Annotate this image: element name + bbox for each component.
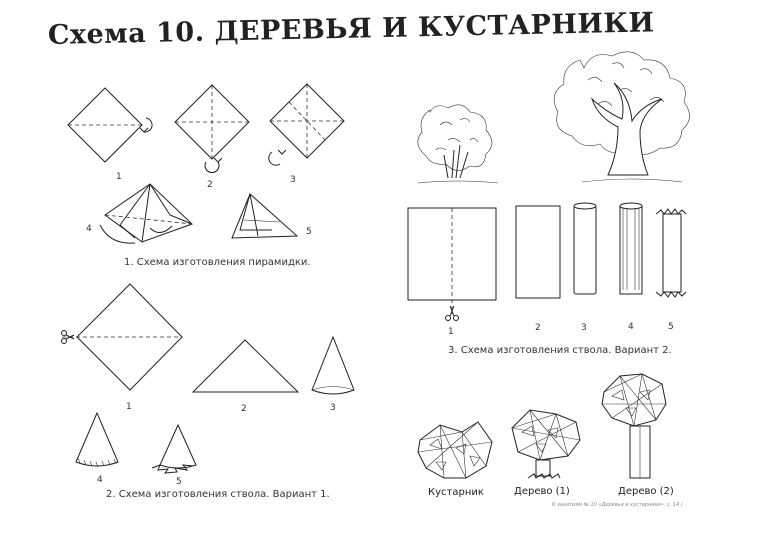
pyramid-step-5-diagram [232, 194, 297, 238]
bush-drawing [418, 105, 498, 183]
trunk-v2-caption: 3. Схема изготовления ствола. Вариант 2. [448, 345, 672, 356]
oak-tree-drawing [554, 52, 689, 182]
trunk-v1-step-number: 5 [176, 477, 182, 487]
trunk-v1-caption: 2. Схема изготовления ствола. Вариант 1. [106, 489, 330, 500]
pyramid-step-2-diagram [175, 85, 249, 173]
trunk-v1-step-number: 4 [97, 475, 103, 485]
tree-2-label: Дерево (2) [618, 486, 674, 497]
page-title: Схема 10. ДЕРЕВЬЯ И КУСТАРНИКИ [47, 7, 655, 51]
tree-2-result-model [602, 374, 666, 478]
pyramid-step-number: 2 [207, 180, 213, 190]
trunk-v1-step-2-diagram [193, 340, 298, 392]
trunk-v2-step-number: 3 [581, 323, 587, 333]
trunk-v2-step-2-sheet [516, 206, 560, 298]
trunk-v2-step-3-cylinder [574, 203, 596, 294]
pyramid-step-number: 5 [306, 227, 312, 237]
bush-result-model [418, 422, 492, 478]
trunk-v1-step-3-cone [312, 337, 354, 394]
trunk-v1-step-number: 2 [241, 404, 247, 414]
pyramid-step-3-diagram [269, 84, 344, 165]
trunk-v2-step-4-cylinder [620, 203, 642, 294]
pyramid-step-number: 4 [86, 224, 92, 234]
footer-note: К занятиям № 10 «Деревья и кустарники», с. 14 ) [552, 502, 683, 508]
trunk-v1-step-number: 1 [126, 402, 132, 412]
trunk-v1-step-number: 3 [330, 403, 336, 413]
trunk-v2-step-number: 5 [668, 322, 674, 332]
pyramid-caption: 1. Схема изготовления пирамидки. [124, 257, 311, 268]
tree-1-label: Дерево (1) [514, 486, 570, 497]
trunk-v2-step-number: 4 [628, 322, 634, 332]
trunk-v2-step-number: 2 [535, 323, 541, 333]
pyramid-step-1-diagram [68, 88, 152, 162]
pyramid-step-number: 3 [290, 175, 296, 185]
trunk-v1-step-5-cone [152, 425, 196, 473]
trunk-v2-step-5-cylinder [656, 209, 686, 297]
trunk-v2-step-1-sheet [408, 208, 496, 321]
trunk-v1-step-4-cone [76, 413, 118, 467]
bush-label: Кустарник [428, 487, 484, 498]
pyramid-step-4-diagram [100, 184, 192, 243]
pyramid-step-number: 1 [116, 172, 122, 182]
tree-1-result-model [512, 410, 580, 478]
trunk-v2-step-number: 1 [448, 327, 454, 337]
trunk-v1-step-1-diagram [62, 284, 183, 390]
